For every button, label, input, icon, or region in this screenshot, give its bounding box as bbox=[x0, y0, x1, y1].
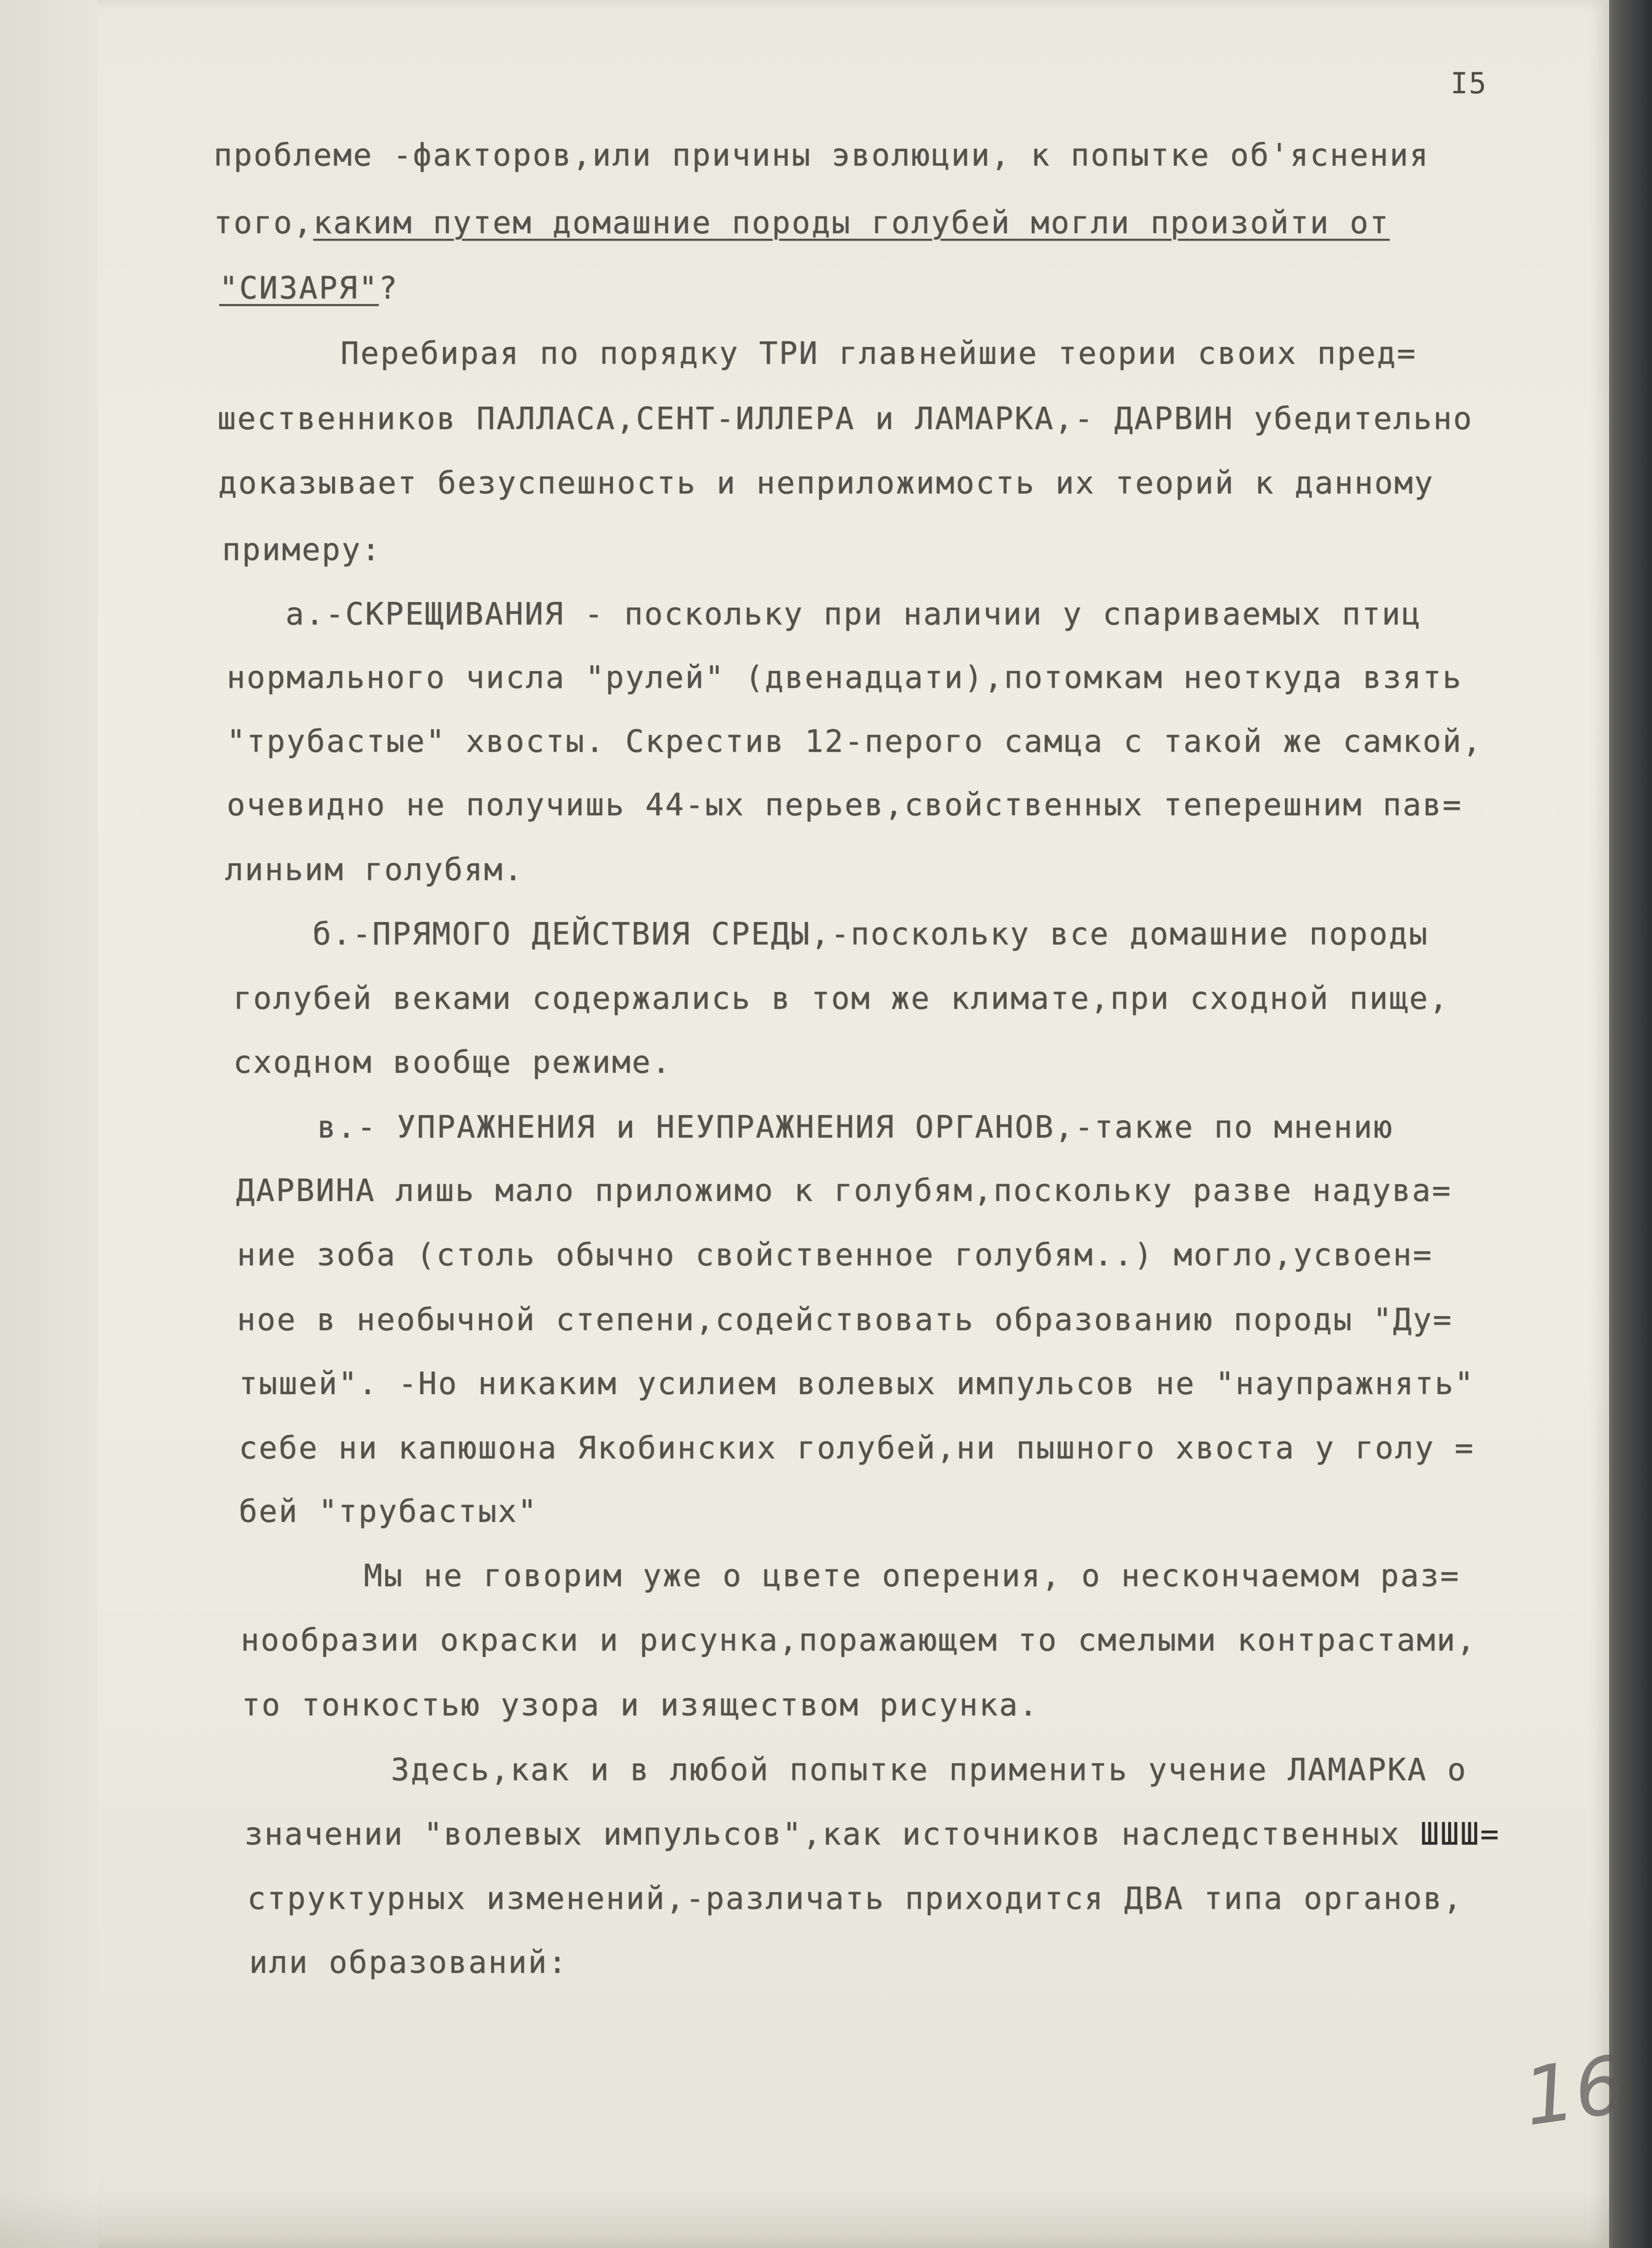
text-line-11: очевидно не получишь 44-ых перьев,свойственных теперешним пав= bbox=[227, 787, 1463, 823]
text-line-3 bbox=[219, 270, 399, 306]
text-line-19: ное в необычной степени,содействовать образованию породы "Ду= bbox=[237, 1302, 1453, 1338]
text-line-4: Перебирая по порядку ТРИ главнейшие теории своих пред= bbox=[340, 335, 1417, 371]
text-line-9: нормального числа "рулей" (двенадцати),потомкам неоткуда взять bbox=[227, 659, 1463, 695]
text-line-3-underlined: "СИЗАРЯ" bbox=[219, 270, 379, 306]
text-line-29: или образований: bbox=[249, 1944, 568, 1980]
text-line-13: б.-ПРЯМОГО ДЕЙСТВИЯ СРЕДЫ,-поскольку все домашние породы bbox=[312, 916, 1429, 952]
text-line-12: линьим голубям. bbox=[225, 852, 524, 888]
text-line-16: в.- УПРАЖНЕНИЯ и НЕУПРАЖНЕНИЯ ОРГАНОВ,-также по мнению bbox=[317, 1109, 1394, 1145]
text-line-28: структурных изменений,-различать приходится ДВА типа органов, bbox=[247, 1880, 1463, 1916]
text-line-24: нообразии окраски и рисунка,поражающем то смелыми контрастами, bbox=[241, 1622, 1477, 1658]
text-line-22: бей "трубастых" bbox=[239, 1493, 538, 1529]
text-line-6: доказывает безуспешность и неприложимость их теорий к данному bbox=[218, 465, 1434, 501]
text-line-2-start: того, bbox=[214, 205, 313, 241]
text-line-20: тышей". -Но никаким усилием волевых импульсов не "наупражнять" bbox=[239, 1366, 1475, 1402]
text-line-17: ДАРВИНА лишь мало приложимо к голубям,поскольку разве надува= bbox=[236, 1173, 1452, 1208]
text-line-2 bbox=[214, 205, 1390, 241]
page-bottom-fold bbox=[0, 2192, 1609, 2248]
text-line-21: себе ни капюшона Якобинских голубей,ни пышного хвоста у голу = bbox=[239, 1430, 1475, 1466]
text-line-7: примеру: bbox=[222, 532, 382, 568]
text-line-10: "трубастые" хвосты. Скрестив 12-перого самца с такой же самкой, bbox=[227, 723, 1483, 759]
text-line-2-underlined: каким путем домашние породы голубей могли произойти от bbox=[313, 205, 1390, 241]
text-line-5: шественников ПАЛЛАСА,СЕНТ-ИЛЛЕРА и ЛАМАРКА,- ДАРВИН убедительно bbox=[217, 401, 1473, 437]
text-line-27-main: значении "волевых импульсов",как источников наследственных bbox=[244, 1816, 1421, 1852]
page-number: I5 bbox=[1451, 66, 1487, 100]
page-margin bbox=[0, 0, 98, 2248]
text-line-15: сходном вообще режиме. bbox=[233, 1044, 672, 1080]
struck-over-text: ШШШ= bbox=[1420, 1816, 1500, 1852]
text-line-27 bbox=[244, 1816, 1500, 1852]
handwritten-archive-number: 16 bbox=[1518, 2038, 1631, 2144]
text-line-26: Здесь,как и в любой попытке применить учение ЛАМАРКА о bbox=[391, 1752, 1467, 1788]
text-line-18: ние зоба (столь обычно свойственное голубям..) могло,усвоен= bbox=[237, 1237, 1433, 1273]
text-line-8: а.-СКРЕЩИВАНИЯ - поскольку при наличии у спариваемых птиц bbox=[285, 596, 1422, 632]
text-line-14: голубей веками содержались в том же климате,при сходной пище, bbox=[233, 980, 1449, 1016]
text-line-1: проблеме -факторов,или причины эволюции, к попытке об'яснения bbox=[214, 137, 1430, 173]
text-line-23: Мы не говорим уже о цвете оперения, о нескончаемом раз= bbox=[364, 1558, 1460, 1594]
text-line-25: то тонкостью узора и изяществом рисунка. bbox=[242, 1687, 1039, 1723]
text-line-3-end: ? bbox=[378, 270, 399, 306]
